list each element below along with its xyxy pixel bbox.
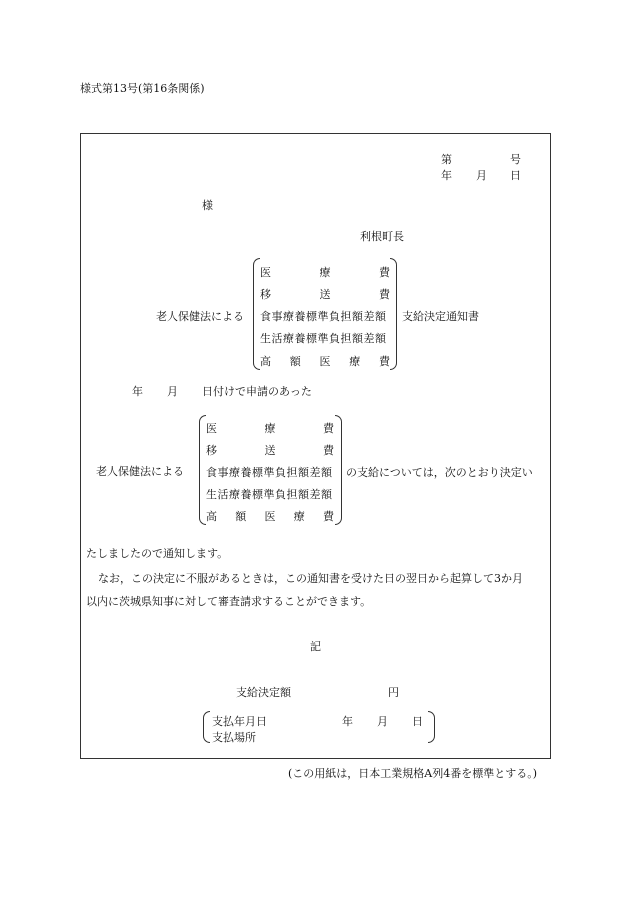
bracket-right-2 xyxy=(335,415,342,525)
pay-bracket-left xyxy=(203,711,210,743)
apply-text: 日付けで申請のあった xyxy=(202,385,312,398)
law-prefix: 老人保健法による xyxy=(156,310,244,323)
bracket-right xyxy=(390,258,397,370)
date-day: 日 xyxy=(510,169,521,182)
addressee-sama: 様 xyxy=(202,199,213,212)
body-suffix: の支給については，次のとおり決定い xyxy=(346,466,533,479)
item-shokuji: 食事療養標準負担額差額 xyxy=(260,310,387,323)
item-isou: 移 送 費 xyxy=(260,288,390,301)
appeal-line-1: なお，この決定に不服があるときは，この通知書を受けた日の翌日から起算して3か月 xyxy=(98,572,523,585)
pay-year: 年 xyxy=(342,715,353,728)
law-prefix-2: 老人保健法による xyxy=(96,465,184,478)
title-suffix: 支給決定通知書 xyxy=(402,310,479,323)
item-iryo-2: 医 療 費 xyxy=(206,422,334,435)
item-kougaku: 高 額 医 療 費 xyxy=(260,355,390,368)
ki-heading: 記 xyxy=(310,640,321,653)
footer-note: (この用紙は，日本工業規格A列4番を標準とする。) xyxy=(288,767,538,780)
pay-date-label: 支払年月日 xyxy=(212,715,267,728)
pay-day: 日 xyxy=(412,715,423,728)
item-kougaku-2: 高 額 医 療 費 xyxy=(206,510,334,523)
bracket-left-2 xyxy=(199,415,206,525)
form-number: 様式第13号(第16条関係) xyxy=(80,82,205,95)
item-shokuji-2: 食事療養標準負担額差額 xyxy=(206,466,333,479)
pay-month: 月 xyxy=(377,715,388,728)
yen-label: 円 xyxy=(388,686,399,699)
item-seikatsu: 生活療養標準負担額差額 xyxy=(260,332,387,345)
appeal-line-2: 以内に茨城県知事に対して審査請求することができます。 xyxy=(86,595,372,608)
issuer: 利根町長 xyxy=(360,230,404,243)
amount-label: 支給決定額 xyxy=(236,686,291,699)
pay-place-label: 支払場所 xyxy=(212,731,256,744)
body-continuation: たしましたので通知します。 xyxy=(86,547,229,560)
bracket-left xyxy=(253,258,260,370)
apply-month: 月 xyxy=(167,385,178,398)
pay-bracket-right xyxy=(428,711,435,743)
item-seikatsu-2: 生活療養標準負担額差額 xyxy=(206,488,333,501)
date-month: 月 xyxy=(476,169,487,182)
apply-year: 年 xyxy=(132,385,143,398)
dai-label: 第 xyxy=(441,153,452,166)
go-label: 号 xyxy=(510,153,521,166)
date-year: 年 xyxy=(441,169,452,182)
item-isou-2: 移 送 費 xyxy=(206,444,334,457)
item-iryo: 医 療 費 xyxy=(260,266,390,279)
